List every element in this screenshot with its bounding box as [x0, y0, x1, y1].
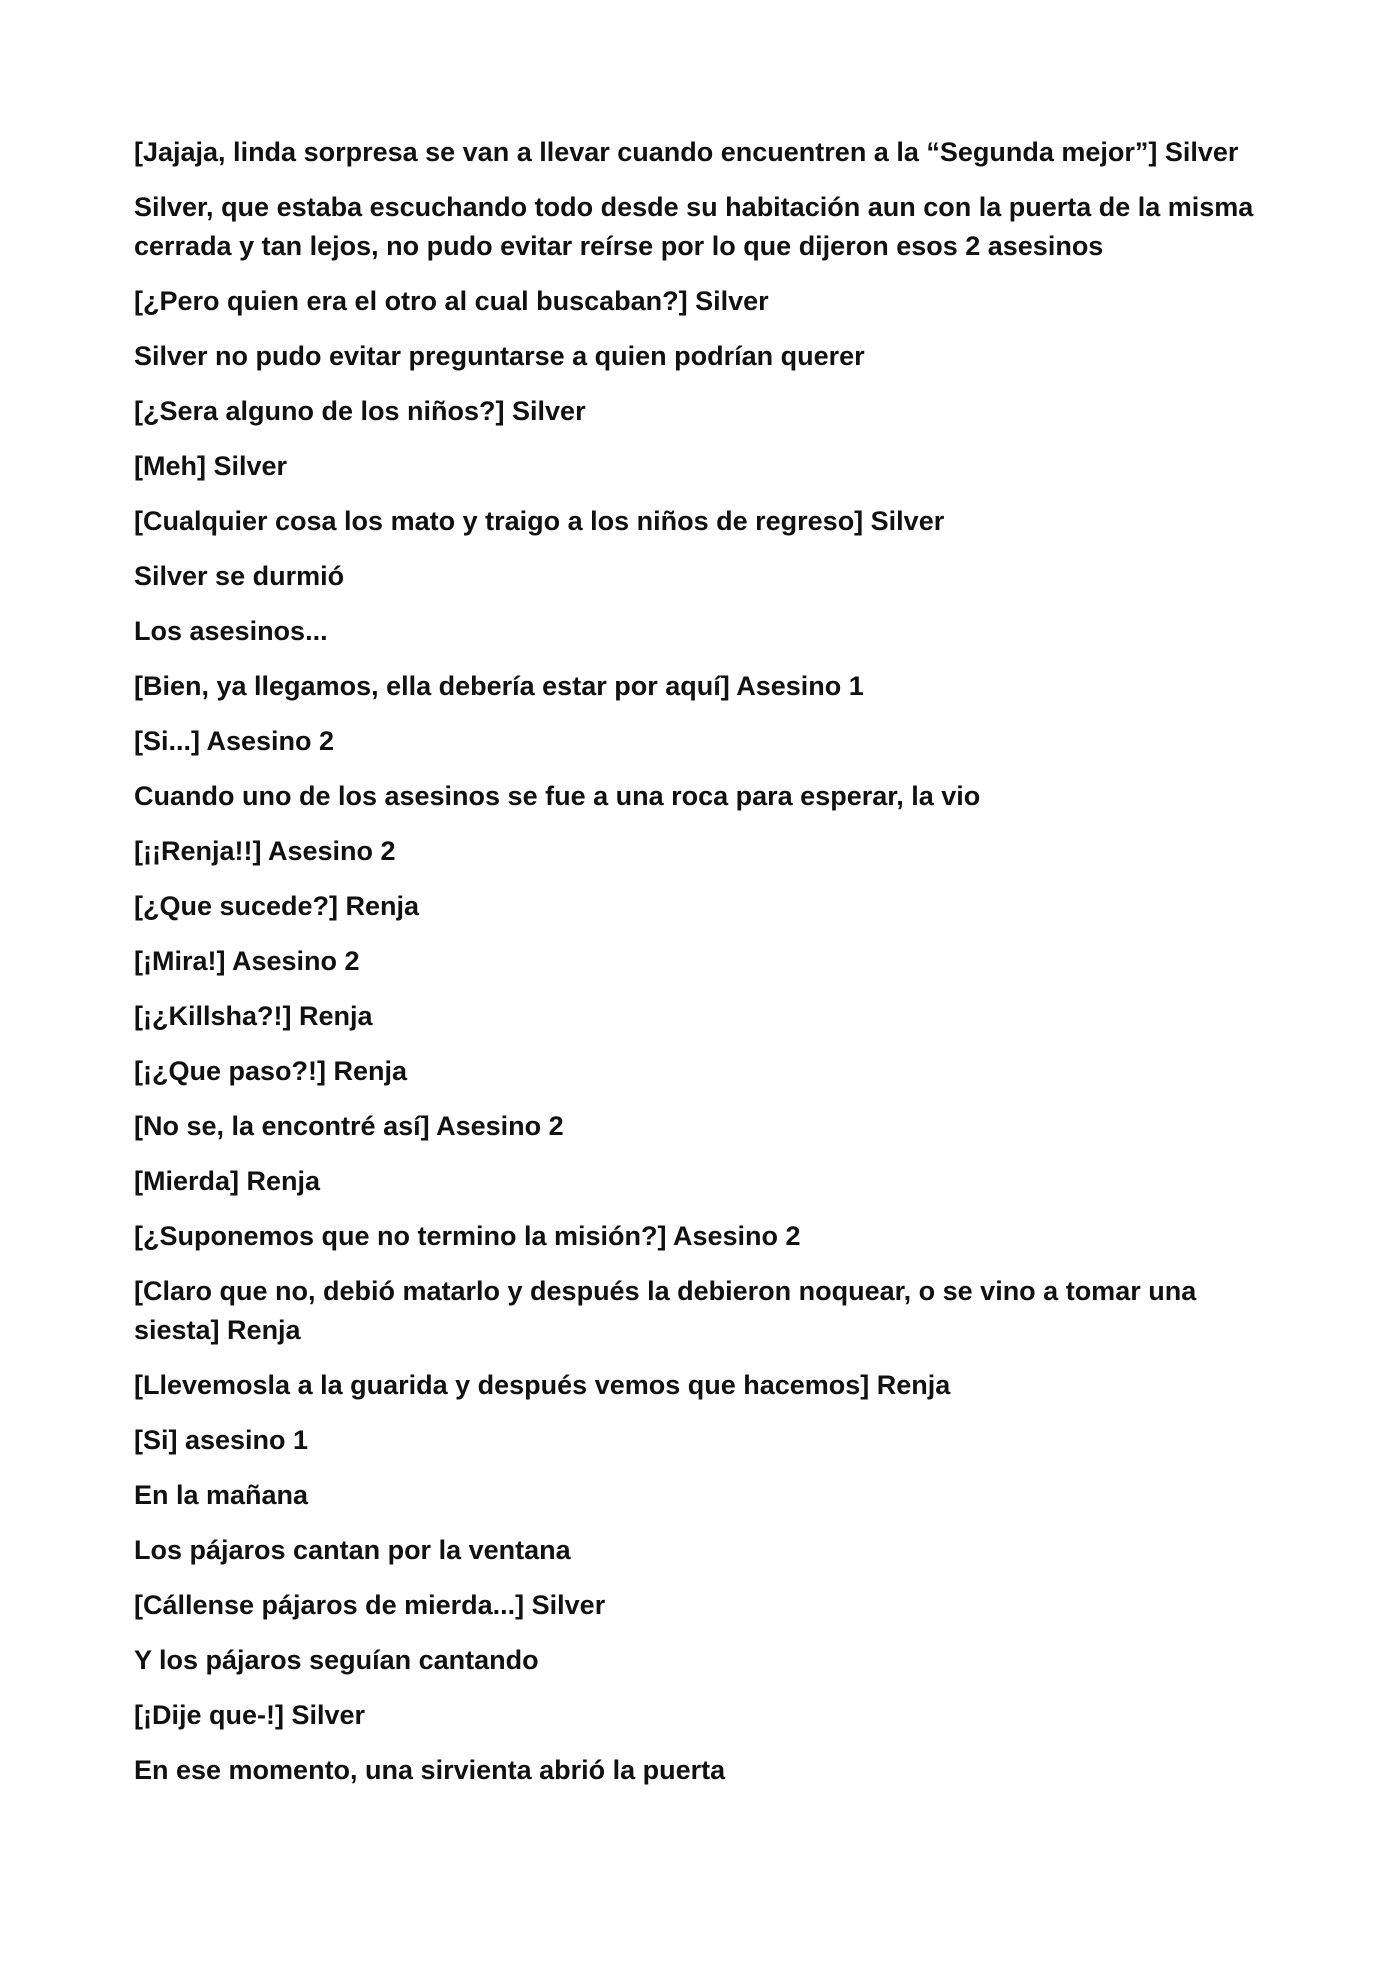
paragraph: [¿Sera alguno de los niños?] Silver — [134, 396, 586, 426]
paragraph: [¡¡Renja!!] Asesino 2 — [134, 836, 396, 866]
paragraph: Silver, que estaba escuchando todo desde su habitación aun con la puerta de la misma cerrada y tan lejos, no pudo evitar reírse por lo que dijeron esos 2 asesinos — [134, 192, 1254, 261]
paragraph: En la mañana — [134, 1480, 309, 1510]
paragraph: [¡Dije que-!] Silver — [134, 1700, 366, 1730]
paragraph: [¿Suponemos que no termino la misión?] Asesino 2 — [134, 1221, 801, 1251]
paragraph: [Llevemosla a la guarida y después vemos que hacemos] Renja — [134, 1370, 951, 1400]
paragraph: Los asesinos... — [134, 616, 328, 646]
paragraph: [Si...] Asesino 2 — [134, 726, 335, 756]
paragraph: Cuando uno de los asesinos se fue a una roca para esperar, la vio — [134, 781, 981, 811]
paragraph: [Cállense pájaros de mierda...] Silver — [134, 1590, 606, 1620]
paragraph: [¡¿Killsha?!] Renja — [134, 1001, 373, 1031]
paragraph: [Jajaja, linda sorpresa se van a llevar cuando encuentren a la “Segunda mejor”] Silver — [134, 137, 1239, 167]
paragraph: [Meh] Silver — [134, 451, 288, 481]
paragraph: [¡Mira!] Asesino 2 — [134, 946, 360, 976]
paragraph: [Mierda] Renja — [134, 1166, 321, 1196]
paragraph: Y los pájaros seguían cantando — [134, 1645, 539, 1675]
paragraph: Silver no pudo evitar preguntarse a quien podrían querer — [134, 341, 865, 371]
paragraph: [Claro que no, debió matarlo y después la debieron noquear, o se vino a tomar una siesta] Renja — [134, 1276, 1197, 1345]
paragraph: [Si] asesino 1 — [134, 1425, 309, 1455]
paragraph: [¡¿Que paso?!] Renja — [134, 1056, 408, 1086]
paragraph: [No se, la encontré así] Asesino 2 — [134, 1111, 564, 1141]
document-body — [134, 133, 1274, 1806]
paragraph: Silver se durmió — [134, 561, 345, 591]
paragraph: [Cualquier cosa los mato y traigo a los niños de regreso] Silver — [134, 506, 945, 536]
paragraph: En ese momento, una sirvienta abrió la puerta — [134, 1755, 726, 1785]
paragraph: [¿Pero quien era el otro al cual buscaban?] Silver — [134, 286, 769, 316]
paragraph: Los pájaros cantan por la ventana — [134, 1535, 571, 1565]
paragraph: [Bien, ya llegamos, ella debería estar por aquí] Asesino 1 — [134, 671, 864, 701]
paragraph: [¿Que sucede?] Renja — [134, 891, 420, 921]
